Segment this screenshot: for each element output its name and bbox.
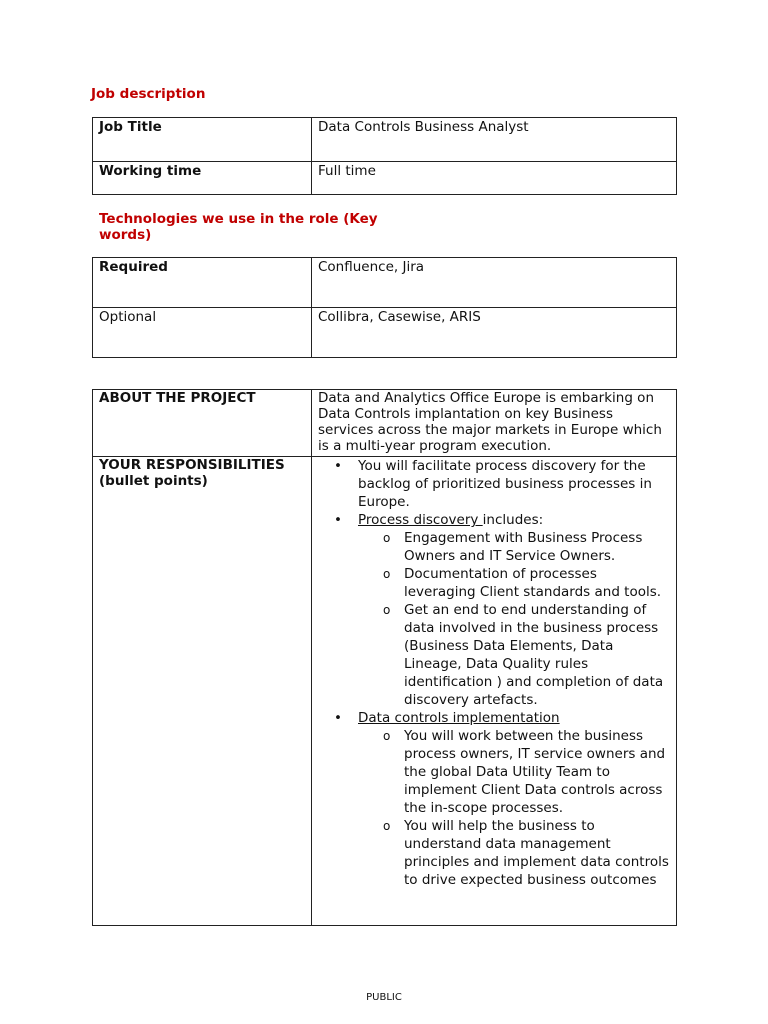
process-discovery-sublist [312, 529, 670, 709]
sub-bullet-text: Engagement with Business Process Owners and IT Service Owners. [404, 530, 643, 564]
data-controls-link: Data controls implementation [358, 710, 560, 726]
circle-bullet-icon: o [383, 819, 391, 833]
sub-bullet-text: Documentation of processes leveraging Client standards and tools. [404, 566, 662, 600]
list-item [312, 817, 670, 889]
circle-bullet-icon: o [383, 531, 391, 545]
required-value: Confluence, Jira [312, 258, 677, 308]
about-project-label: ABOUT THE PROJECT [93, 390, 312, 457]
footer-classification: PUBLIC [366, 992, 402, 1003]
list-item [312, 727, 670, 817]
table-row [93, 118, 677, 162]
table-row [93, 457, 677, 926]
bullet-text: includes: [482, 512, 544, 528]
table-row [93, 308, 677, 358]
circle-bullet-icon: o [383, 567, 391, 581]
technologies-heading: Technologies we use in the role (Key words) [99, 211, 378, 243]
list-item [312, 709, 670, 889]
table-row [93, 162, 677, 195]
job-title-value: Data Controls Business Analyst [312, 118, 677, 162]
table-row [93, 258, 677, 308]
sub-bullet-text: You will work between the business process owners, IT service owners and the global Data Utility Team to implement Client Data controls across the in-scope processes. [404, 728, 666, 816]
table-row [93, 390, 677, 457]
project-table [92, 389, 677, 926]
responsibilities-label: YOUR RESPONSIBILITIES (bullet points) [93, 457, 312, 926]
list-item [312, 511, 670, 709]
bullet-icon: • [334, 710, 342, 726]
list-item [312, 565, 670, 601]
list-item [312, 457, 670, 511]
responsibilities-list [312, 457, 670, 889]
page-title: Job description [91, 86, 206, 102]
data-controls-sublist [312, 727, 670, 889]
about-project-text: Data and Analytics Office Europe is embarking on Data Controls implantation on key Business services across the major markets in Europe which is a multi-year program execution. [312, 390, 677, 457]
optional-label: Optional [93, 308, 312, 358]
job-info-table [92, 117, 677, 195]
process-discovery-link: Process discovery [358, 512, 483, 528]
circle-bullet-icon: o [383, 729, 391, 743]
list-item [312, 601, 670, 709]
working-time-label: Working time [93, 162, 312, 195]
technologies-table [92, 257, 677, 358]
bullet-icon: • [334, 512, 342, 528]
list-item [312, 529, 670, 565]
responsibilities-cell [312, 457, 677, 926]
optional-value: Collibra, Casewise, ARIS [312, 308, 677, 358]
bullet-icon: • [334, 458, 342, 474]
required-label: Required [93, 258, 312, 308]
sub-bullet-text: Get an end to end understanding of data involved in the business process (Business Data Elements, Data Lineage, Data Quality rules identification ) and completion of data discovery artefacts. [404, 602, 664, 708]
working-time-value: Full time [312, 162, 677, 195]
job-title-label: Job Title [93, 118, 312, 162]
bullet-text: You will facilitate process discovery for the backlog of prioritized business processes in Europe. [358, 458, 652, 510]
circle-bullet-icon: o [383, 603, 391, 617]
sub-bullet-text: You will help the business to understand data management principles and implement data controls to drive expected business outcomes [404, 818, 669, 888]
